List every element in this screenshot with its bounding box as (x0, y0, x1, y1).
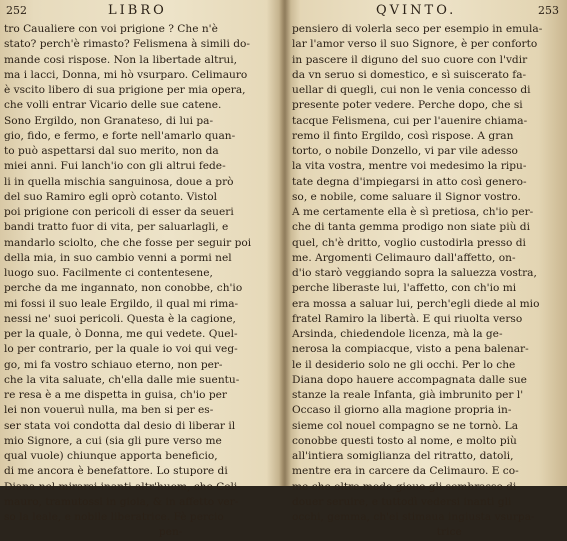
running-head: QVINTO. (376, 3, 457, 18)
text-line: gio, fido, e fermo, e forte nell'amarlo quan- (4, 129, 236, 142)
text-line: nerosa la compiacque, visto a pena balenar- (292, 343, 529, 356)
text-line: pensiero di volerla seco per esempio in emula- (292, 23, 543, 35)
text-line: mio Signore, a cui (sia gli pure verso me (4, 434, 222, 447)
text-line: tro Caualiere con voi prigione ? Che n'è (4, 23, 218, 35)
text-line: A me certamente ella è sì pretiosa, ch'io per- (292, 206, 534, 218)
text-line: qual vuole) chiunque apporta beneficio, (4, 450, 218, 462)
text-line: bandi tratto fuor di vita, per saluarlagli, e (4, 221, 229, 234)
text-block (4, 22, 280, 541)
page-number: 252 (6, 4, 27, 17)
text-line: me che oltre modo gioue gli sembrasse di (292, 480, 517, 493)
text-line: mandarlo sciolto, che che fosse per seguir poi (4, 236, 252, 249)
running-head: LIBRO (108, 3, 167, 18)
text-line: mi fossi il suo leale Ergildo, il qual mi rima- (4, 297, 239, 310)
text-line: go, mi fa vostro schiauo eterno, non per- (4, 358, 223, 371)
text-line: Diana dopo hauere accompagnata dalle sue (292, 373, 527, 386)
text-line: Diana nel mirarsi inanti altr'huom, che Celi- (4, 480, 241, 493)
text-line: stanze la reale Infanta, già imbrunito per l' (292, 389, 524, 401)
text-line: le il desiderio solo ne gli occhi. Per lo che (292, 358, 516, 371)
text-line: quel, ch'è dritto, voglio custodirla presso di (292, 236, 526, 249)
text-line: tacque Felismena, cui per l'auenire chiama- (292, 114, 528, 127)
text-line: occhi, gemma, ch'ei stimaua ingiusta vsurpa- (292, 511, 535, 523)
text-line: all'intiera somiglianza del ritratto, datoli, (292, 450, 514, 462)
text-line: fratel Ramiro la libertà. E qui riuolta verso (292, 312, 523, 325)
text-block (292, 22, 564, 541)
text-line: perche liberaste lui, l'affetto, con ch'io mi (292, 282, 517, 295)
text-line: ma i lacci, Donna, mi hò vsurparo. Celimauro (4, 68, 248, 81)
text-line: sieme col nouel compagno se ne tornò. La (292, 419, 519, 432)
text-line: d'io starò veggiando sopra la saluezza vostra, (292, 267, 537, 279)
text-line: mande cosi rispose. Non la libertade altrui, (4, 53, 237, 66)
text-line: uellar di quegli, cui non le venia concesso di (292, 84, 531, 96)
left-page (0, 0, 283, 539)
text-line: douer seruire, e tuttodì vedersi inanti gli (292, 495, 512, 508)
text-line: so la leale, e nobile liberatrice. Fè percio (4, 511, 224, 523)
text-line: che volli entrar Vicario delle sue catene. (4, 99, 222, 112)
page-number: 253 (538, 4, 559, 17)
text-line: re resa è a me dispetta in guisa, ch'io per (4, 389, 227, 401)
text-line: che la vita saluate, ch'ella dalle mie suentu- (4, 373, 240, 386)
text-line: la vita vostra, mentre voi medesimo la ripu- (292, 160, 527, 173)
text-line: li in quella mischia sanguinosa, doue a prò (4, 175, 234, 188)
text-line: mentre era in carcere da Celimauro. E co- (292, 465, 519, 478)
text-line: tate degna d'impiegarsi in atto così genero- (292, 175, 527, 188)
text-line: Sono Ergildo, non Granateso, di lui pa- (4, 114, 214, 127)
text-line: in pascere il diguno del suo cuore con l'vdir (292, 53, 528, 66)
text-line: me. Argomenti Celimauro dall'affetto, on- (292, 251, 516, 264)
text-line: da vn seruo si domestico, e sì suiscerato fa- (292, 68, 527, 81)
text-line: miei anni. Fui lanch'io con gli altrui fede- (4, 160, 226, 173)
text-line: del suo Ramiro egli oprò cotanto. Vistol (4, 190, 217, 203)
text-line: remo il finto Ergildo, così rispose. A gran (292, 129, 514, 142)
text-line: torto, o nobile Donzello, vi par vile adesso (292, 145, 518, 157)
text-line: che di tanta gemma prodigo non siate più di (292, 221, 530, 234)
text-line: Occaso il giorno alla magione propria in- (292, 404, 512, 417)
text-line: mauro, tramutossi in gioia, & in affetto ver- (4, 495, 239, 508)
text-line: è vscito libero di sua prigione per mia opera, (4, 84, 246, 96)
text-line: ser stata voi condotta dal desio di liberar il (4, 419, 236, 432)
text-line: lo per contrario, per la quale io voi qui veg- (4, 343, 238, 356)
text-line: di me ancora è benefattore. Lo stupore di (4, 465, 228, 478)
text-line: pen- (4, 526, 183, 539)
text-line: poi prigione con pericoli di esser da seueri (4, 206, 234, 218)
text-line: della mia, in suo cambio venni a pormi nel (4, 251, 232, 264)
text-line: nessi ne' suoi pericoli. Questa è la cagione, (4, 312, 236, 325)
text-line: stato? perch'è rimasto? Felismena à simili do- (4, 38, 250, 51)
text-line: lar l'amor verso il suo Signore, è per conforto (292, 38, 538, 51)
text-line: Arsinda, chiedendole licenza, mà la ge- (292, 328, 503, 340)
text-line: to può aspettarsi dal suo merito, non da (4, 145, 219, 157)
text-line: so, e nobile, come saluare il Signor vostro. (292, 190, 521, 203)
text-line: luogo suo. Facilmente ci contentesene, (4, 267, 213, 279)
text-line: per la quale, ò Donna, me qui vedete. Quel- (4, 328, 238, 340)
text-line: lei non voueruì nulla, ma ben si per es- (4, 404, 214, 417)
right-page (284, 0, 567, 539)
text-line: perche da me ingannato, non conobbe, ch'io (4, 282, 243, 295)
text-line: presente poter vedere. Perche dopo, che si (292, 99, 523, 112)
text-line: trice (292, 526, 462, 539)
text-line: era mossa a saluar lui, perch'egli diede al mio (292, 297, 540, 310)
text-line: conobbe questi tosto al nome, e molto più (292, 434, 517, 447)
